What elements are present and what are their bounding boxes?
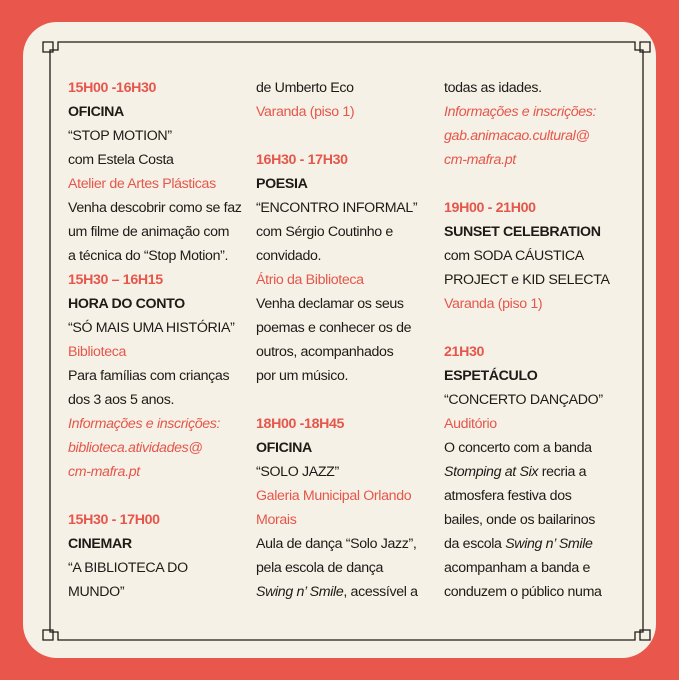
event-place: Biblioteca <box>68 344 127 360</box>
event-description: conduzem o público numa <box>444 584 602 600</box>
event-description: bailes, onde os bailarinos <box>444 512 596 528</box>
event-description: dos 3 aos 5 anos. <box>68 392 175 408</box>
description-text: recria a <box>538 464 587 480</box>
event-type: OFICINA <box>256 440 312 456</box>
info-email-link[interactable]: cm-mafra.pt <box>444 152 516 168</box>
event-type: HORA DO CONTO <box>68 296 185 312</box>
event-type: SUNSET CELEBRATION <box>444 224 601 240</box>
event-time: 15H30 – 16H15 <box>68 272 163 288</box>
info-label: Informações e inscrições: <box>68 416 221 432</box>
event-title: “SÓ MAIS UMA HISTÓRIA” <box>68 320 235 336</box>
event-description: um filme de animação com <box>68 224 230 240</box>
event-host: com Estela Costa <box>68 152 174 168</box>
column-1 <box>68 76 246 604</box>
event-host: PROJECT e KID SELECTA <box>444 272 610 288</box>
description-text: , acessível a <box>343 584 418 600</box>
event-description: O concerto com a banda <box>444 440 592 456</box>
event-title: “STOP MOTION” <box>68 128 172 144</box>
info-email-link[interactable]: gab.animacao.cultural@ <box>444 128 590 144</box>
info-email-link[interactable]: biblioteca.atividades@ <box>68 440 203 456</box>
event-description: Para famílias com crianças <box>68 368 230 384</box>
event-place: Átrio da Biblioteca <box>256 272 364 288</box>
event-place: Galeria Municipal Orlando <box>256 488 412 504</box>
event-description: poemas e conhecer os de <box>256 320 412 336</box>
event-description: Aula de dança “Solo Jazz”, <box>256 536 417 552</box>
event-time: 15H30 - 17H00 <box>68 512 160 528</box>
band-name: Stomping at Six <box>444 464 539 480</box>
event-author: de Umberto Eco <box>256 80 354 96</box>
event-title: “ENCONTRO INFORMAL” <box>256 200 418 216</box>
school-name: Swing n’ Smile <box>505 536 593 552</box>
event-time: 16H30 - 17H30 <box>256 152 348 168</box>
event-place: Atelier de Artes Plásticas <box>68 176 216 192</box>
event-description <box>444 460 622 484</box>
info-email-link[interactable]: cm-mafra.pt <box>68 464 140 480</box>
column-2 <box>256 76 434 604</box>
event-place: Morais <box>256 512 297 528</box>
event-host: com Sérgio Coutinho e <box>256 224 393 240</box>
school-name: Swing n’ Smile <box>256 584 344 600</box>
event-title: “SOLO JAZZ” <box>256 464 339 480</box>
event-place: Varanda (piso 1) <box>444 296 543 312</box>
event-type: POESIA <box>256 176 308 192</box>
event-place: Varanda (piso 1) <box>256 104 355 120</box>
program-card <box>23 22 656 658</box>
event-description: acompanham a banda e <box>444 560 591 576</box>
event-type: CINEMAR <box>68 536 132 552</box>
event-place: Auditório <box>444 416 497 432</box>
event-description: Venha declamar os seus <box>256 296 404 312</box>
event-description: por um músico. <box>256 368 349 384</box>
event-description: todas as idades. <box>444 80 542 96</box>
event-time: 19H00 - 21H00 <box>444 200 536 216</box>
event-description <box>444 532 622 556</box>
event-title: MUNDO” <box>68 584 125 600</box>
event-type: OFICINA <box>68 104 124 120</box>
event-description <box>256 580 434 604</box>
event-type: ESPETÁCULO <box>444 368 538 384</box>
event-description: Venha descobrir como se faz <box>68 200 242 216</box>
event-time: 18H00 -18H45 <box>256 416 345 432</box>
column-3 <box>444 76 622 604</box>
event-time: 21H30 <box>444 344 485 360</box>
description-text: da escola <box>444 536 506 552</box>
event-title: “A BIBLIOTECA DO <box>68 560 188 576</box>
event-host: com SODA CÁUSTICA <box>444 248 584 264</box>
event-title: “CONCERTO DANÇADO” <box>444 392 603 408</box>
event-time: 15H00 -16H30 <box>68 80 157 96</box>
event-description: pela escola de dança <box>256 560 384 576</box>
event-description: a técnica do “Stop Motion”. <box>68 248 229 264</box>
event-host: convidado. <box>256 248 322 264</box>
event-description: atmosfera festiva dos <box>444 488 572 504</box>
info-label: Informações e inscrições: <box>444 104 597 120</box>
event-description: outros, acompanhados <box>256 344 394 360</box>
